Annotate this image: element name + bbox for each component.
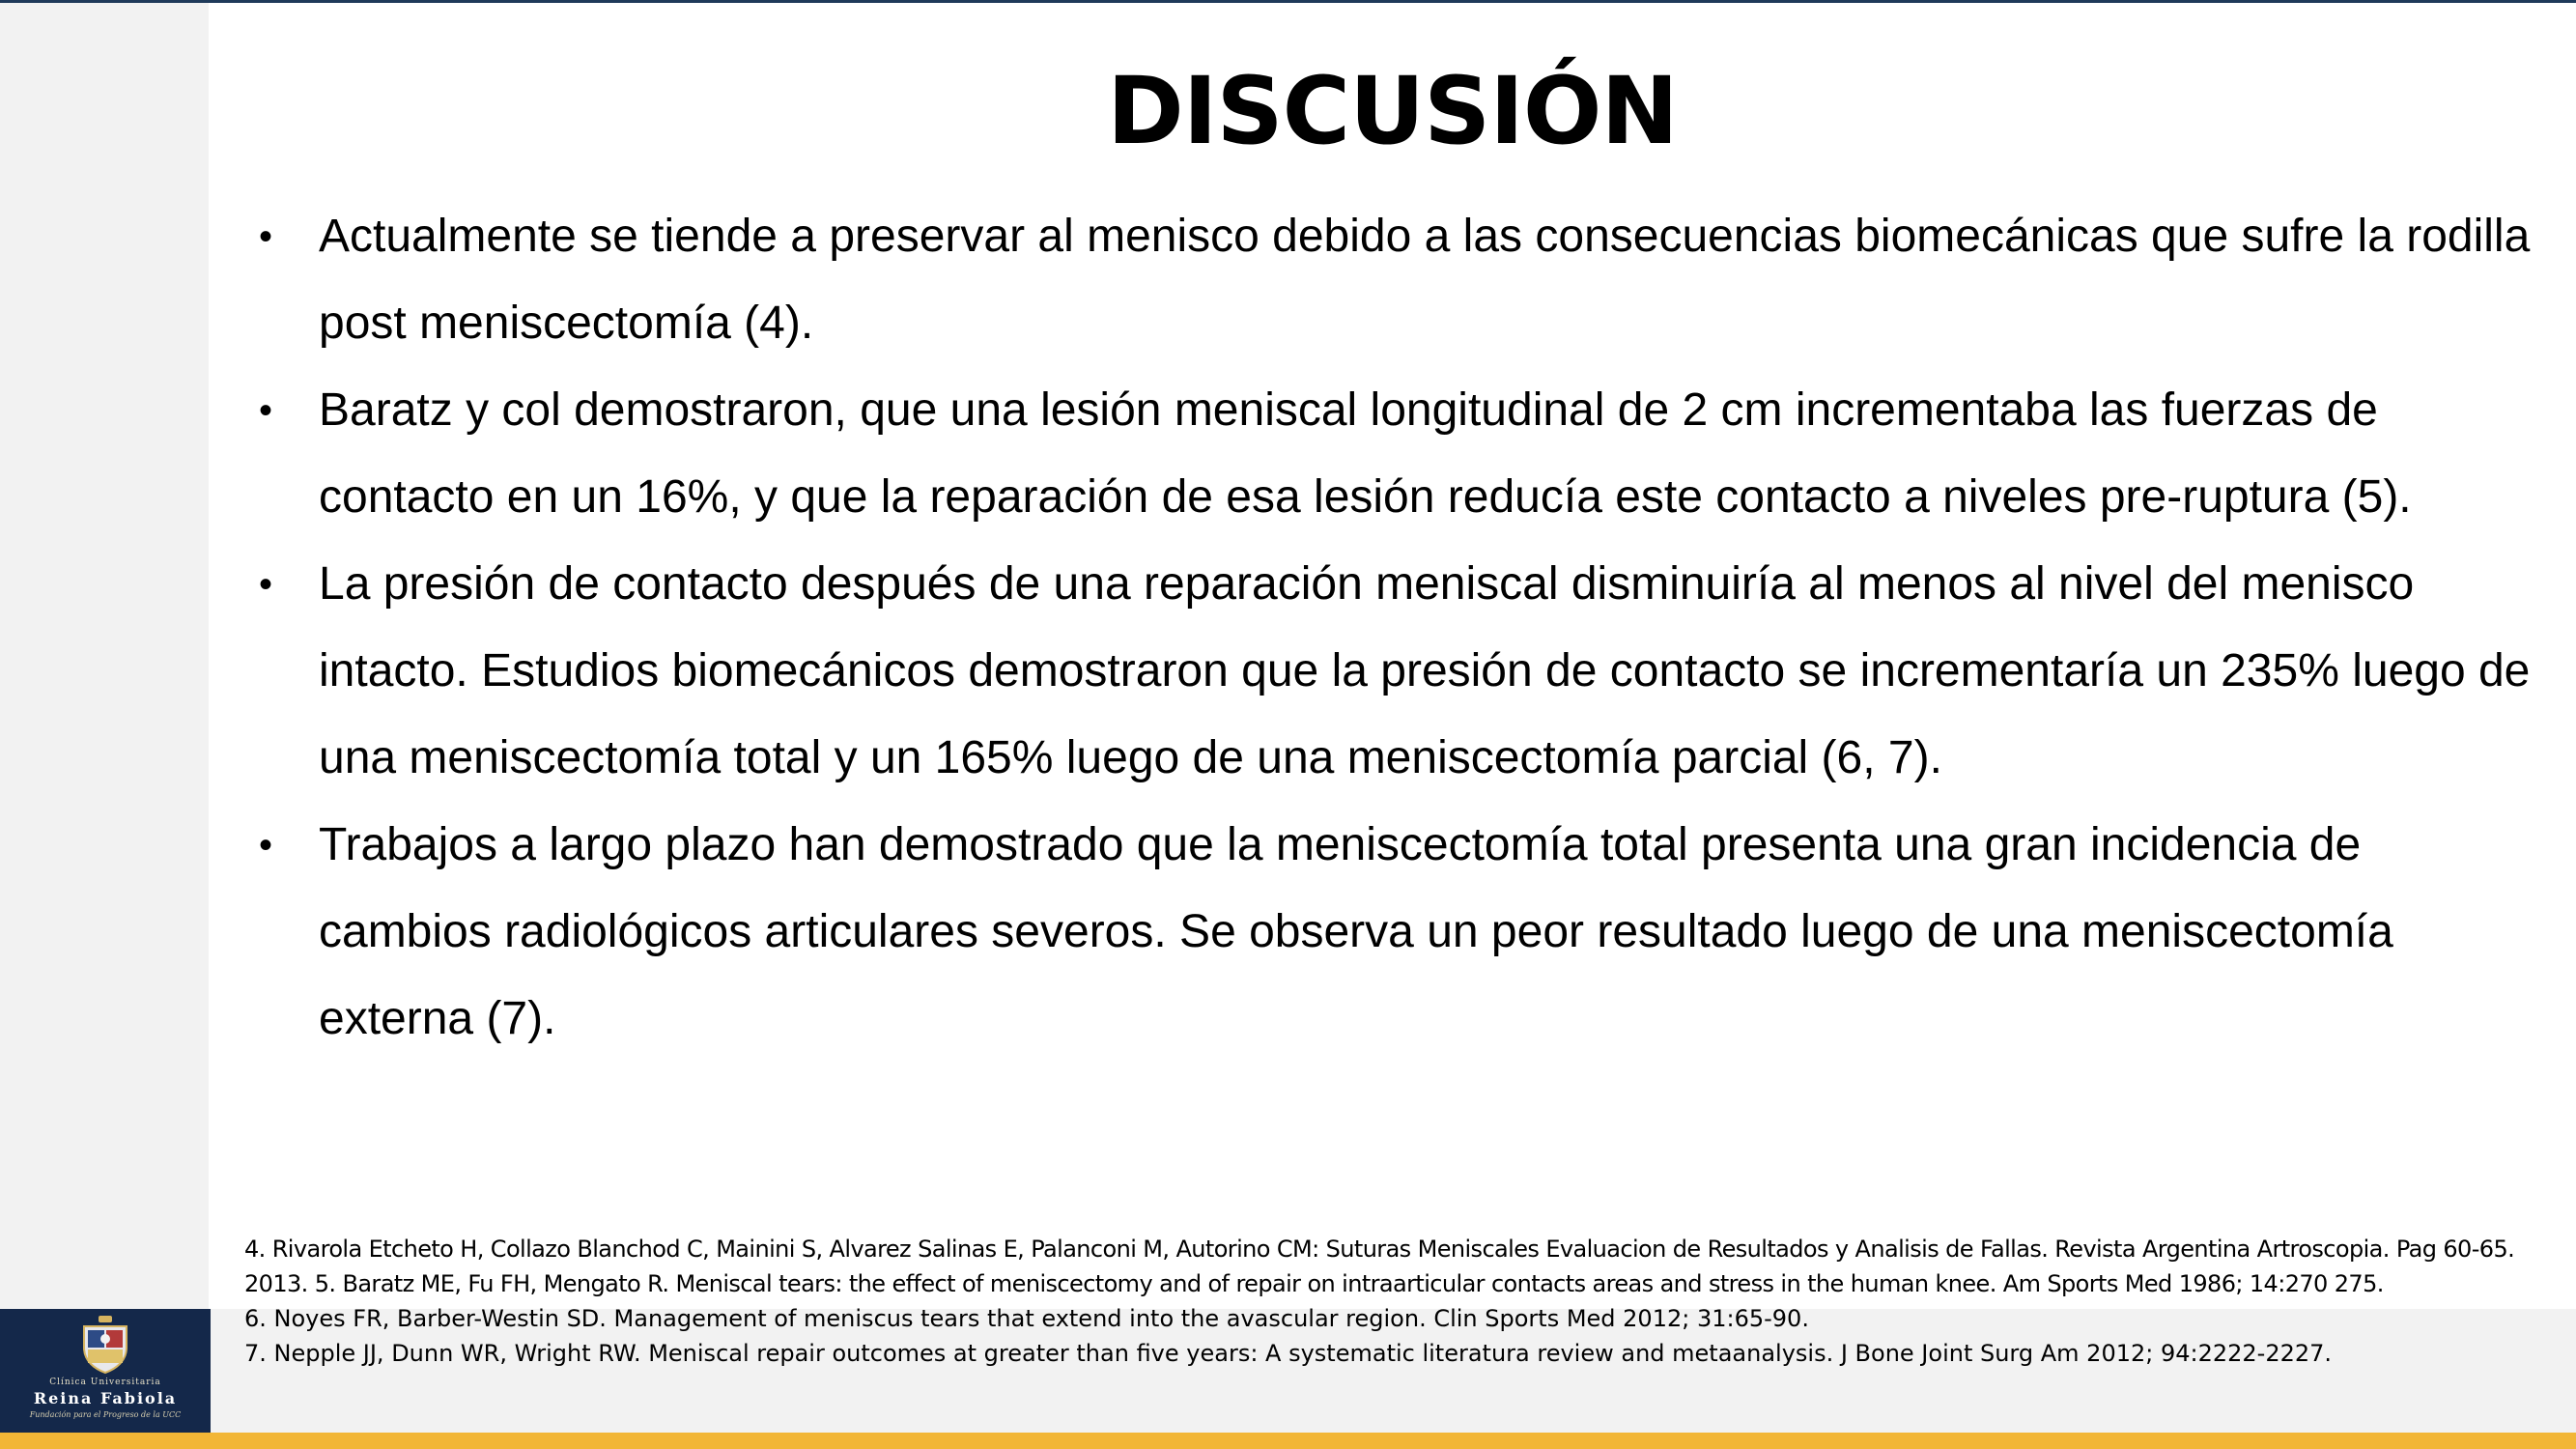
left-sidebar-band [0, 3, 209, 1309]
bullet-list [251, 193, 2531, 1063]
logo-line-fundacion: Fundación para el Progreso de la UCC [29, 1410, 182, 1419]
bullet-item: • Actualmente se tiende a preservar al menisco debido a las consecuencias biomecánicas que sufre la rodilla post meniscectomía (4). [251, 193, 2531, 367]
slide-title: DISCUSIÓN [1107, 57, 1678, 165]
top-rule [0, 0, 2576, 3]
references [244, 1232, 2562, 1371]
reference-6: 6. Noyes FR, Barber-Westin SD. Management of meniscus tears that extend into the avascular region. Clin Sports Med 2012; 31:65-90. [244, 1305, 1809, 1332]
reference-7: 7. Nepple JJ, Dunn WR, Wright RW. Meniscal repair outcomes at greater than five years: A systematic literatura review and metaanalysis. J Bone Joint Surg Am 2012; 94:2222-2227. [244, 1340, 2333, 1367]
bullet-item: • Trabajos a largo plazo han demostrado que la meniscectomía total presenta una gran incidencia de cambios radiológicos articulares severos. Se observa un peor resultado luego de una meniscectomía externa (7). [251, 802, 2531, 1063]
reference-4-5: 4. Rivarola Etcheto H, Collazo Blanchod C, Mainini S, Alvarez Salinas E, Palanconi M, Autorino CM: Suturas Meniscales Evaluacion de Resultados y Analisis de Fallas. Revista Argentina Artroscopia. Pag 60-65. 2013. 5. Baratz ME, Fu FH, Mengato R. Meniscal tears: the effect of meniscectomy and of repair on intraarticular contacts areas and stress in the human knee. Am Sports Med 1986; 14:270 275. [244, 1236, 2515, 1297]
logo-line-reina-fabiola: Reina Fabiola [33, 1389, 178, 1407]
institution-logo [0, 1309, 211, 1433]
bullet-item: • La presión de contacto después de una reparación meniscal disminuiría al menos al nivel del menisco intacto. Estudios biomecánicos demostraron que la presión de contacto se incrementaría un 235% luego de una meniscectomía total y un 165% luego de una meniscectomía parcial (6, 7). [251, 541, 2531, 802]
bottom-accent-stripe [0, 1433, 2576, 1449]
bullet-item: • Baratz y col demostraron, que una lesión meniscal longitudinal de 2 cm incrementaba las fuerzas de contacto en un 16%, y que la reparación de esa lesión reducía este contacto a niveles pre-ruptura (5). [251, 367, 2531, 541]
crest-icon [78, 1315, 132, 1375]
logo-line-clinica: Clínica Universitaria [49, 1378, 161, 1387]
